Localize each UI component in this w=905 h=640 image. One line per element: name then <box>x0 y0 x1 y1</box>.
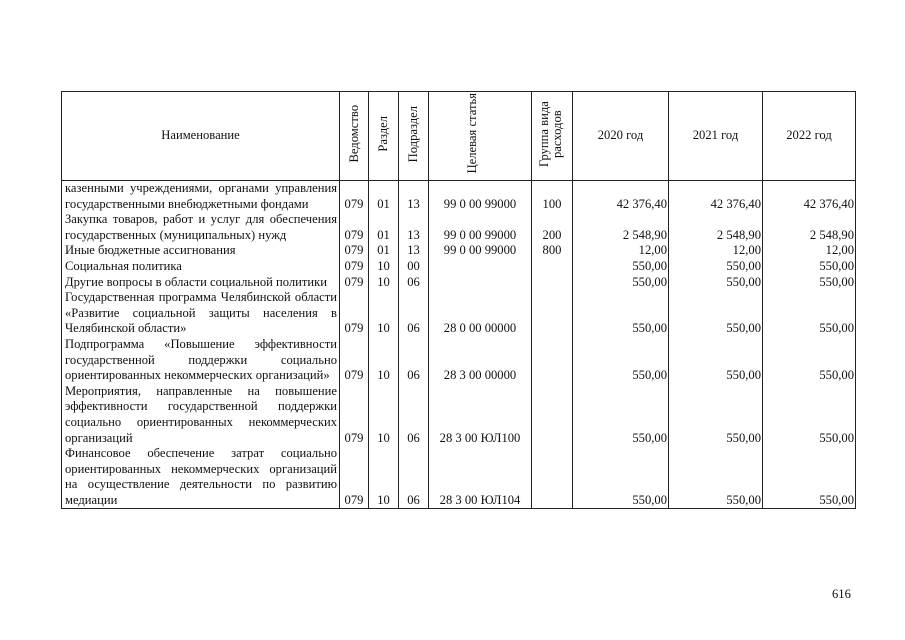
header-2022: 2022 год <box>763 92 856 181</box>
cell-name: казенными учреждениями, органами управления государственными внебюджетными фондами <box>62 181 340 213</box>
cell-name: Подпрограмма «Повышение эффективности государственной поддержки социально ориентированных некоммерческих организаций» <box>62 337 340 384</box>
cell-razdel: 01 <box>369 212 399 243</box>
cell-gruppa <box>532 446 573 509</box>
cell-name: Иные бюджетные ассигнования <box>62 243 340 259</box>
cell-podrazdel: 06 <box>399 337 429 384</box>
header-gruppa: Группа вида расходов <box>532 92 573 181</box>
cell-gruppa <box>532 290 573 337</box>
cell-podrazdel: 13 <box>399 181 429 213</box>
table-header-row <box>62 92 856 181</box>
header-name: Наименование <box>62 92 340 181</box>
cell-name: Другие вопросы в области социальной политики <box>62 275 340 291</box>
cell-2022: 550,00 <box>763 384 856 446</box>
cell-2020: 550,00 <box>573 384 669 446</box>
header-2021: 2021 год <box>669 92 763 181</box>
page-number: 616 <box>832 587 851 601</box>
cell-gruppa: 200 <box>532 212 573 243</box>
cell-celevaya <box>429 275 532 291</box>
cell-celevaya: 99 0 00 99000 <box>429 212 532 243</box>
table-row <box>62 275 856 291</box>
cell-2021: 550,00 <box>669 337 763 384</box>
cell-razdel: 10 <box>369 384 399 446</box>
cell-2020: 550,00 <box>573 446 669 509</box>
cell-gruppa: 100 <box>532 181 573 213</box>
cell-2021: 550,00 <box>669 446 763 509</box>
cell-2021: 550,00 <box>669 275 763 291</box>
cell-gruppa <box>532 259 573 275</box>
table-row <box>62 446 856 509</box>
cell-name: Финансовое обеспечение затрат социально ориентированных некоммерческих организаций на осуществление деятельности по развитию медиации <box>62 446 340 509</box>
header-podrazdel: Подраздел <box>399 92 429 181</box>
header-vedomstvo: Ведомство <box>340 92 369 181</box>
table-row <box>62 337 856 384</box>
cell-2021: 42 376,40 <box>669 181 763 213</box>
cell-2020: 12,00 <box>573 243 669 259</box>
cell-vedomstvo: 079 <box>340 337 369 384</box>
header-celevaya: Целевая статья <box>429 92 532 181</box>
table-row <box>62 384 856 446</box>
cell-gruppa <box>532 337 573 384</box>
cell-2022: 550,00 <box>763 446 856 509</box>
cell-podrazdel: 06 <box>399 290 429 337</box>
cell-razdel: 10 <box>369 290 399 337</box>
cell-vedomstvo: 079 <box>340 243 369 259</box>
cell-2020: 2 548,90 <box>573 212 669 243</box>
cell-2021: 550,00 <box>669 290 763 337</box>
cell-celevaya: 28 3 00 ЮЛ104 <box>429 446 532 509</box>
cell-razdel: 10 <box>369 446 399 509</box>
cell-2020: 550,00 <box>573 275 669 291</box>
cell-vedomstvo: 079 <box>340 384 369 446</box>
cell-2022: 12,00 <box>763 243 856 259</box>
cell-celevaya: 28 0 00 00000 <box>429 290 532 337</box>
cell-podrazdel: 00 <box>399 259 429 275</box>
table-row <box>62 243 856 259</box>
cell-razdel: 01 <box>369 181 399 213</box>
cell-celevaya: 99 0 00 99000 <box>429 181 532 213</box>
cell-vedomstvo: 079 <box>340 212 369 243</box>
cell-vedomstvo: 079 <box>340 259 369 275</box>
cell-name: Социальная политика <box>62 259 340 275</box>
cell-celevaya: 28 3 00 ЮЛ100 <box>429 384 532 446</box>
cell-2022: 42 376,40 <box>763 181 856 213</box>
header-razdel: Раздел <box>369 92 399 181</box>
cell-2020: 550,00 <box>573 259 669 275</box>
cell-podrazdel: 06 <box>399 446 429 509</box>
cell-razdel: 10 <box>369 337 399 384</box>
cell-2022: 550,00 <box>763 259 856 275</box>
header-2020: 2020 год <box>573 92 669 181</box>
cell-razdel: 01 <box>369 243 399 259</box>
cell-celevaya <box>429 259 532 275</box>
cell-2021: 550,00 <box>669 384 763 446</box>
cell-2022: 2 548,90 <box>763 212 856 243</box>
table-row <box>62 290 856 337</box>
cell-celevaya: 28 3 00 00000 <box>429 337 532 384</box>
cell-2022: 550,00 <box>763 275 856 291</box>
cell-2022: 550,00 <box>763 337 856 384</box>
cell-name: Государственная программа Челябинской области «Развитие социальной защиты населения в Челябинской области» <box>62 290 340 337</box>
cell-2021: 12,00 <box>669 243 763 259</box>
cell-2020: 42 376,40 <box>573 181 669 213</box>
table-row <box>62 181 856 213</box>
table-row <box>62 259 856 275</box>
cell-2020: 550,00 <box>573 337 669 384</box>
cell-2022: 550,00 <box>763 290 856 337</box>
cell-gruppa <box>532 384 573 446</box>
cell-celevaya: 99 0 00 99000 <box>429 243 532 259</box>
table-row <box>62 212 856 243</box>
budget-table <box>61 91 856 509</box>
cell-name: Закупка товаров, работ и услуг для обеспечения государственных (муниципальных) нужд <box>62 212 340 243</box>
cell-gruppa <box>532 275 573 291</box>
cell-vedomstvo: 079 <box>340 181 369 213</box>
cell-vedomstvo: 079 <box>340 446 369 509</box>
cell-name: Мероприятия, направленные на повышение эффективности государственной поддержки социально ориентированных некоммерческих организаций <box>62 384 340 446</box>
cell-gruppa: 800 <box>532 243 573 259</box>
cell-podrazdel: 06 <box>399 384 429 446</box>
cell-podrazdel: 13 <box>399 212 429 243</box>
cell-vedomstvo: 079 <box>340 275 369 291</box>
cell-2021: 550,00 <box>669 259 763 275</box>
cell-2021: 2 548,90 <box>669 212 763 243</box>
cell-podrazdel: 13 <box>399 243 429 259</box>
cell-razdel: 10 <box>369 259 399 275</box>
cell-vedomstvo: 079 <box>340 290 369 337</box>
cell-razdel: 10 <box>369 275 399 291</box>
cell-2020: 550,00 <box>573 290 669 337</box>
cell-podrazdel: 06 <box>399 275 429 291</box>
